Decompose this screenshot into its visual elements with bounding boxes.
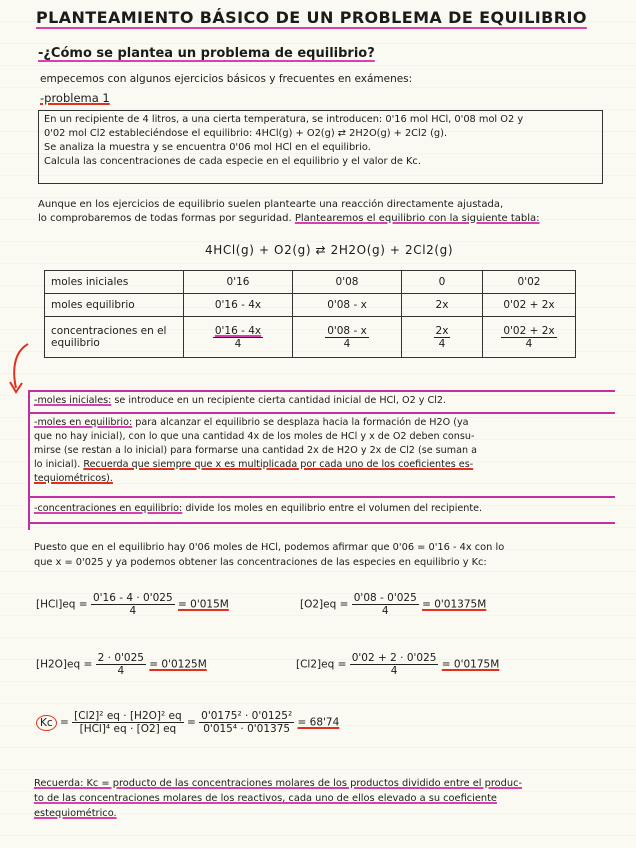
definition-term: -moles iniciales: <box>34 395 112 406</box>
table-cell: 0'16 <box>184 271 293 294</box>
kc-expression: Kc = $\frac{\text{[Cl2]² eq · [H2O]² eq}}{\text{[HCl]⁴ eq · [O2] eq}}$ = $\frac{\text{0'0175² · 0'0125²}}{\text{0'015⁴ · 0'01375}}$ = 68'74 <box>36 710 339 735</box>
table-cell <box>402 317 483 358</box>
reminder-paragraph <box>34 776 614 821</box>
explanation-text: Aunque en los ejercicios de equilibrio suelen plantearte una reacción directamente ajustada, <box>38 199 504 210</box>
divider <box>30 412 615 414</box>
fraction <box>72 710 184 735</box>
reaction-equation: 4HCl(g) + O2(g) ⇄ 2H2O(g) + 2Cl2(g) <box>205 243 454 257</box>
fraction-denominator: [HCl]⁴ eq · [O2] eq <box>79 723 177 735</box>
definitions-box <box>28 390 615 530</box>
kc-result: = 68'74 <box>297 716 340 729</box>
explanation-paragraph <box>38 198 608 226</box>
fraction-numerator: 0'08 - 0'025 <box>353 592 417 604</box>
conc-hcl <box>36 592 229 617</box>
fraction <box>352 592 419 617</box>
definition-reminder: tequiométricos). <box>34 473 113 484</box>
fraction-numerator: 0'16 - 4 · 0'025 <box>92 592 173 604</box>
table-cell <box>293 317 402 358</box>
explanation-text: lo comprobaremos de todas formas por seguridad. <box>38 213 292 224</box>
problem-line: En un recipiente de 4 litros, a una cierta temperatura, se introducen: 0'16 mol HCl, 0'08 mol O2 y <box>44 114 524 125</box>
fraction-numerator: 0'16 - 4x <box>214 324 262 337</box>
conc-result: = 0'01375M <box>422 598 487 611</box>
solution-line: que x = 0'025 y ya podemos obtener las concentraciones de las especies en equilibrio y Kc: <box>34 557 487 568</box>
fraction-denominator: 4 <box>381 605 389 617</box>
table-cell <box>483 317 576 358</box>
problem-line: 0'02 mol Cl2 estableciéndose el equilibrio: 4HCl(g) + O2(g) ⇄ 2H2O(g) + 2Cl2 (g). <box>44 128 448 139</box>
fraction <box>434 325 451 350</box>
definition-term: -moles en equilibrio: <box>34 417 133 428</box>
fraction <box>350 652 439 677</box>
fraction-denominator: 4 <box>390 665 398 677</box>
fraction-numerator: 2 · 0'025 <box>97 652 144 664</box>
equilibrium-table <box>44 270 576 358</box>
divider <box>30 496 615 498</box>
fraction-denominator: 4 <box>117 665 125 677</box>
fraction <box>91 592 175 617</box>
row-label: moles equilibrio <box>45 294 184 317</box>
solution-paragraph <box>34 540 614 570</box>
reminder-line: Recuerda: Kc = producto de las concentraciones molares de los productos dividido entre el produc- <box>34 778 522 789</box>
fraction-numerator: 0'08 - x <box>327 324 367 337</box>
problem-line: Calcula las concentraciones de cada especie en el equilibrio y el valor de Kc. <box>44 156 421 167</box>
problem-line: Se analiza la muestra y se encuentra 0'06 mol HCl en el equilibrio. <box>44 142 371 153</box>
fraction-denominator: 4 <box>129 605 137 617</box>
conc-result: = 0'0125M <box>149 658 207 671</box>
row-label: moles iniciales <box>45 271 184 294</box>
explanation-highlight: Plantearemos el equilibrio con la siguiente tabla: <box>294 213 540 224</box>
table-cell: 0'16 - 4x <box>184 294 293 317</box>
definition-text: divide los moles en equilibrio entre el volumen del recipiente. <box>182 503 483 514</box>
fraction <box>96 652 146 677</box>
table-row <box>45 294 576 317</box>
conc-result: = 0'015M <box>178 598 229 611</box>
table-cell <box>184 317 293 358</box>
fraction-numerator: 2x <box>435 324 449 337</box>
table-cell: 2x <box>402 294 483 317</box>
conc-label: [Cl2]eq = <box>296 658 347 671</box>
reminder-line: estequiométrico. <box>34 808 117 819</box>
fraction-numerator: [Cl2]² eq · [H2O]² eq <box>74 710 182 722</box>
fraction-denominator: 0'015⁴ · 0'01375 <box>203 723 291 735</box>
table-row <box>45 271 576 294</box>
fraction <box>501 325 556 350</box>
definition-text: para alcanzar el equilibrio se desplaza hacia la formación de H2O (ya <box>132 417 469 428</box>
definition-reminder: Recuerda que siempre que x es multiplicada por cada uno de los coeficientes es- <box>83 459 474 470</box>
fraction-denominator: 4 <box>234 337 242 350</box>
fraction <box>213 325 263 350</box>
definition-text: se introduce en un recipiente cierta cantidad inicial de HCl, O2 y Cl2. <box>111 395 446 406</box>
fraction-numerator: 0'02 + 2 · 0'025 <box>351 652 437 664</box>
fraction-denominator: 4 <box>438 337 446 350</box>
row-label: concentraciones en el equilibrio <box>45 317 184 358</box>
problem-title: -problema 1 <box>40 91 110 105</box>
conc-label: [O2]eq = <box>300 598 349 611</box>
section-question: -¿Cómo se plantea un problema de equilibrio? <box>38 46 375 61</box>
page-title: PLANTEAMIENTO BÁSICO DE UN PROBLEMA DE EQUILIBRIO <box>36 8 587 27</box>
conc-label: [HCl]eq = <box>36 598 88 611</box>
definition-text: que no hay inicial), con lo que una cantidad 4x de los moles de HCl y x de O2 deben consu- <box>34 431 475 442</box>
fraction <box>325 325 369 350</box>
fraction-numerator: 0'02 + 2x <box>503 324 555 337</box>
fraction <box>199 710 294 735</box>
definition-term: -concentraciones en equilibrio: <box>34 503 183 514</box>
definition-concentraciones <box>34 502 482 516</box>
definition-moles-iniciales <box>34 394 446 408</box>
conc-result: = 0'0175M <box>441 658 500 671</box>
kc-label: Kc <box>36 715 57 731</box>
fraction-denominator: 4 <box>343 337 351 350</box>
table-row <box>45 317 576 358</box>
conc-h2o <box>36 652 207 677</box>
table-cell: 0 <box>402 271 483 294</box>
definition-text: lo inicial). <box>34 459 81 470</box>
conc-cl2 <box>296 652 499 677</box>
reminder-line: to de las concentraciones molares de los reactivos, cada uno de ellos elevado a su coeficiente <box>34 793 497 804</box>
definition-moles-equilibrio <box>34 416 469 430</box>
problem-statement-box <box>38 110 603 184</box>
solution-line: Puesto que en el equilibrio hay 0'06 moles de HCl, podemos afirmar que 0'06 = 0'16 - 4x con lo <box>34 542 505 553</box>
table-cell: 0'02 <box>483 271 576 294</box>
definition-text: mirse (se restan a lo inicial) para formarse una cantidad 2x de H2O y 2x de Cl2 (se suman a <box>34 445 477 456</box>
divider <box>30 390 615 392</box>
table-cell: 0'08 <box>293 271 402 294</box>
table-cell: 0'08 - x <box>293 294 402 317</box>
conc-label: [H2O]eq = <box>36 658 93 671</box>
divider <box>30 522 615 524</box>
definition-text <box>34 458 473 472</box>
intro-text: empecemos con algunos ejercicios básicos y frecuentes en exámenes: <box>40 73 413 85</box>
fraction-denominator: 4 <box>525 337 533 350</box>
table-cell: 0'02 + 2x <box>483 294 576 317</box>
fraction-numerator: 0'0175² · 0'0125² <box>201 710 293 722</box>
conc-o2 <box>300 592 486 617</box>
